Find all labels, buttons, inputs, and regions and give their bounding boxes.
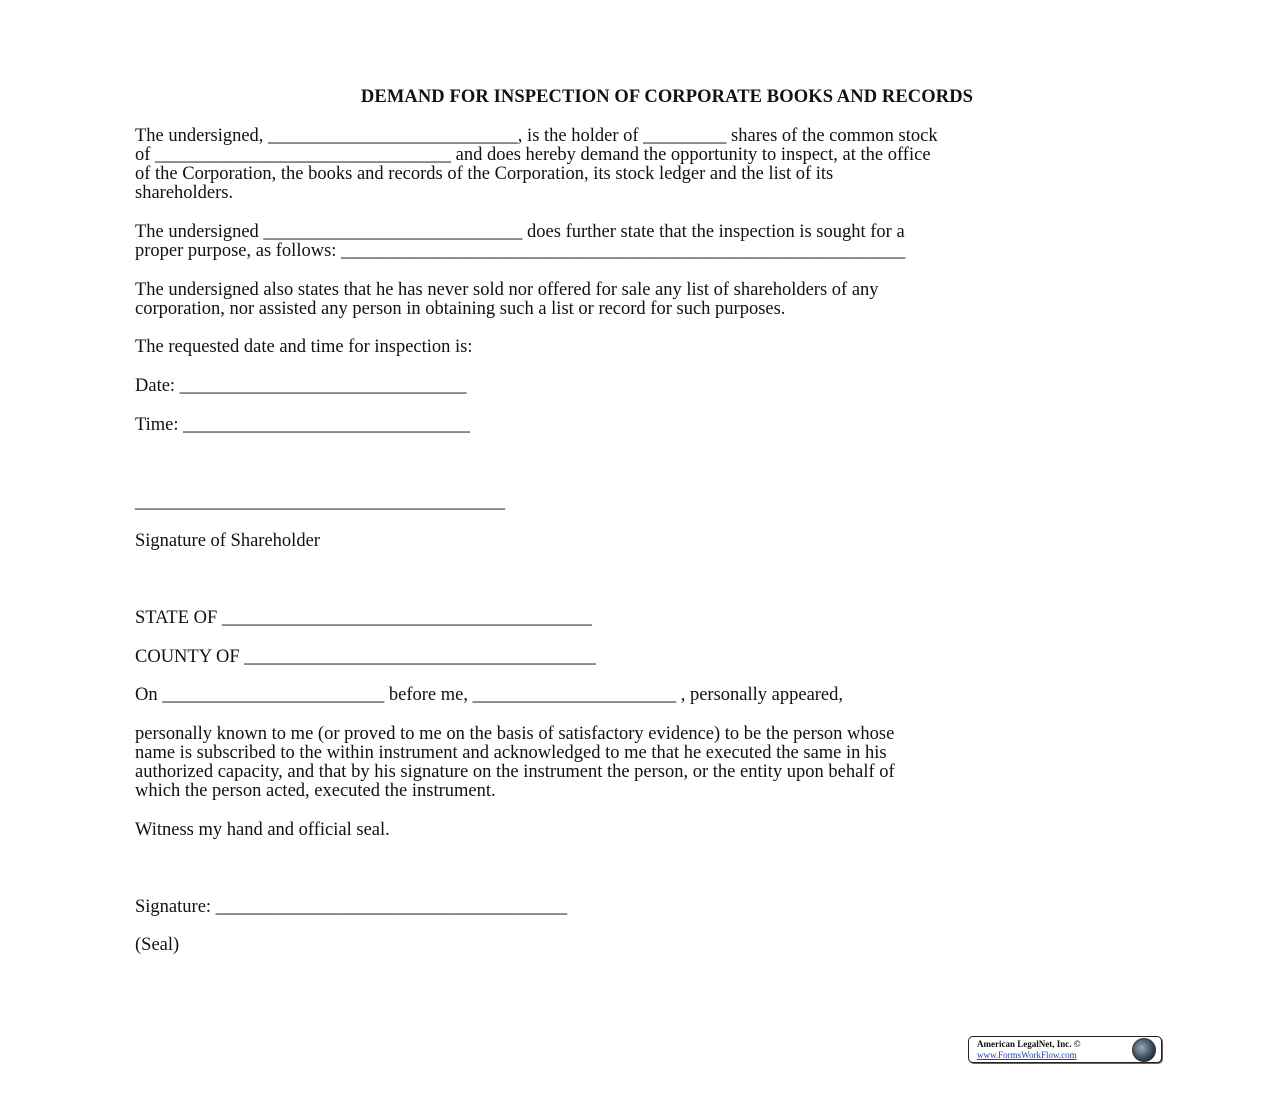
- notary-paragraph-line-1: personally known to me (or proved to me on the basis of satisfactory evidence) to be the person whose: [135, 724, 895, 744]
- witness-text: Witness my hand and official seal.: [135, 820, 390, 840]
- notary-paragraph-line-3: authorized capacity, and that by his signature on the instrument the person, or the entity upon behalf of: [135, 762, 895, 782]
- paragraph-holder-line-1: The undersigned, ___________________________, is the holder of _________ shares of the common stock: [135, 126, 938, 146]
- document-title: DEMAND FOR INSPECTION OF CORPORATE BOOKS AND RECORDS: [360, 87, 974, 107]
- time-field-line: Time: _______________________________: [135, 415, 470, 435]
- paragraph-purpose-line-2: proper purpose, as follows: _____________________________________________________________: [135, 241, 906, 261]
- shareholder-signature-label: Signature of Shareholder: [135, 531, 320, 551]
- paragraph-holder-line-4: shareholders.: [135, 183, 234, 203]
- paragraph-statement-line-2: corporation, nor assisted any person in obtaining such a list or record for such purposes.: [135, 299, 786, 319]
- globe-logo-icon: [1132, 1038, 1156, 1062]
- american-legalnet-badge[interactable]: [968, 1036, 1162, 1063]
- notary-paragraph-line-4: which the person acted, executed the instrument.: [135, 781, 496, 801]
- on-before-me-line: On ________________________ before me, ______________________ , personally appeared,: [135, 685, 844, 705]
- requested-date-time-text: The requested date and time for inspection is:: [135, 337, 473, 357]
- paragraph-purpose-line-1: The undersigned ____________________________ does further state that the inspection is sought for a: [135, 222, 905, 242]
- badge-url-link[interactable]: www.FormsWorkFlow.com: [977, 1050, 1077, 1060]
- notary-paragraph-line-2: name is subscribed to the within instrument and acknowledged to me that he executed the same in his: [135, 743, 887, 763]
- seal-label: (Seal): [135, 935, 180, 955]
- badge-company-name: American LegalNet, Inc. ©: [977, 1039, 1081, 1049]
- state-of-line: STATE OF ________________________________________: [135, 608, 592, 628]
- shareholder-signature-line: ________________________________________: [135, 492, 505, 512]
- notary-signature-line: Signature: ______________________________________: [135, 897, 568, 917]
- paragraph-holder-line-2: of ________________________________ and does hereby demand the opportunity to inspect, at the office: [135, 145, 931, 165]
- county-of-line: COUNTY OF ______________________________________: [135, 647, 596, 667]
- paragraph-holder-line-3: of the Corporation, the books and records of the Corporation, its stock ledger and the list of its: [135, 164, 834, 184]
- date-field-line: Date: _______________________________: [135, 376, 467, 396]
- paragraph-statement-line-1: The undersigned also states that he has never sold nor offered for sale any list of shareholders of any: [135, 280, 879, 300]
